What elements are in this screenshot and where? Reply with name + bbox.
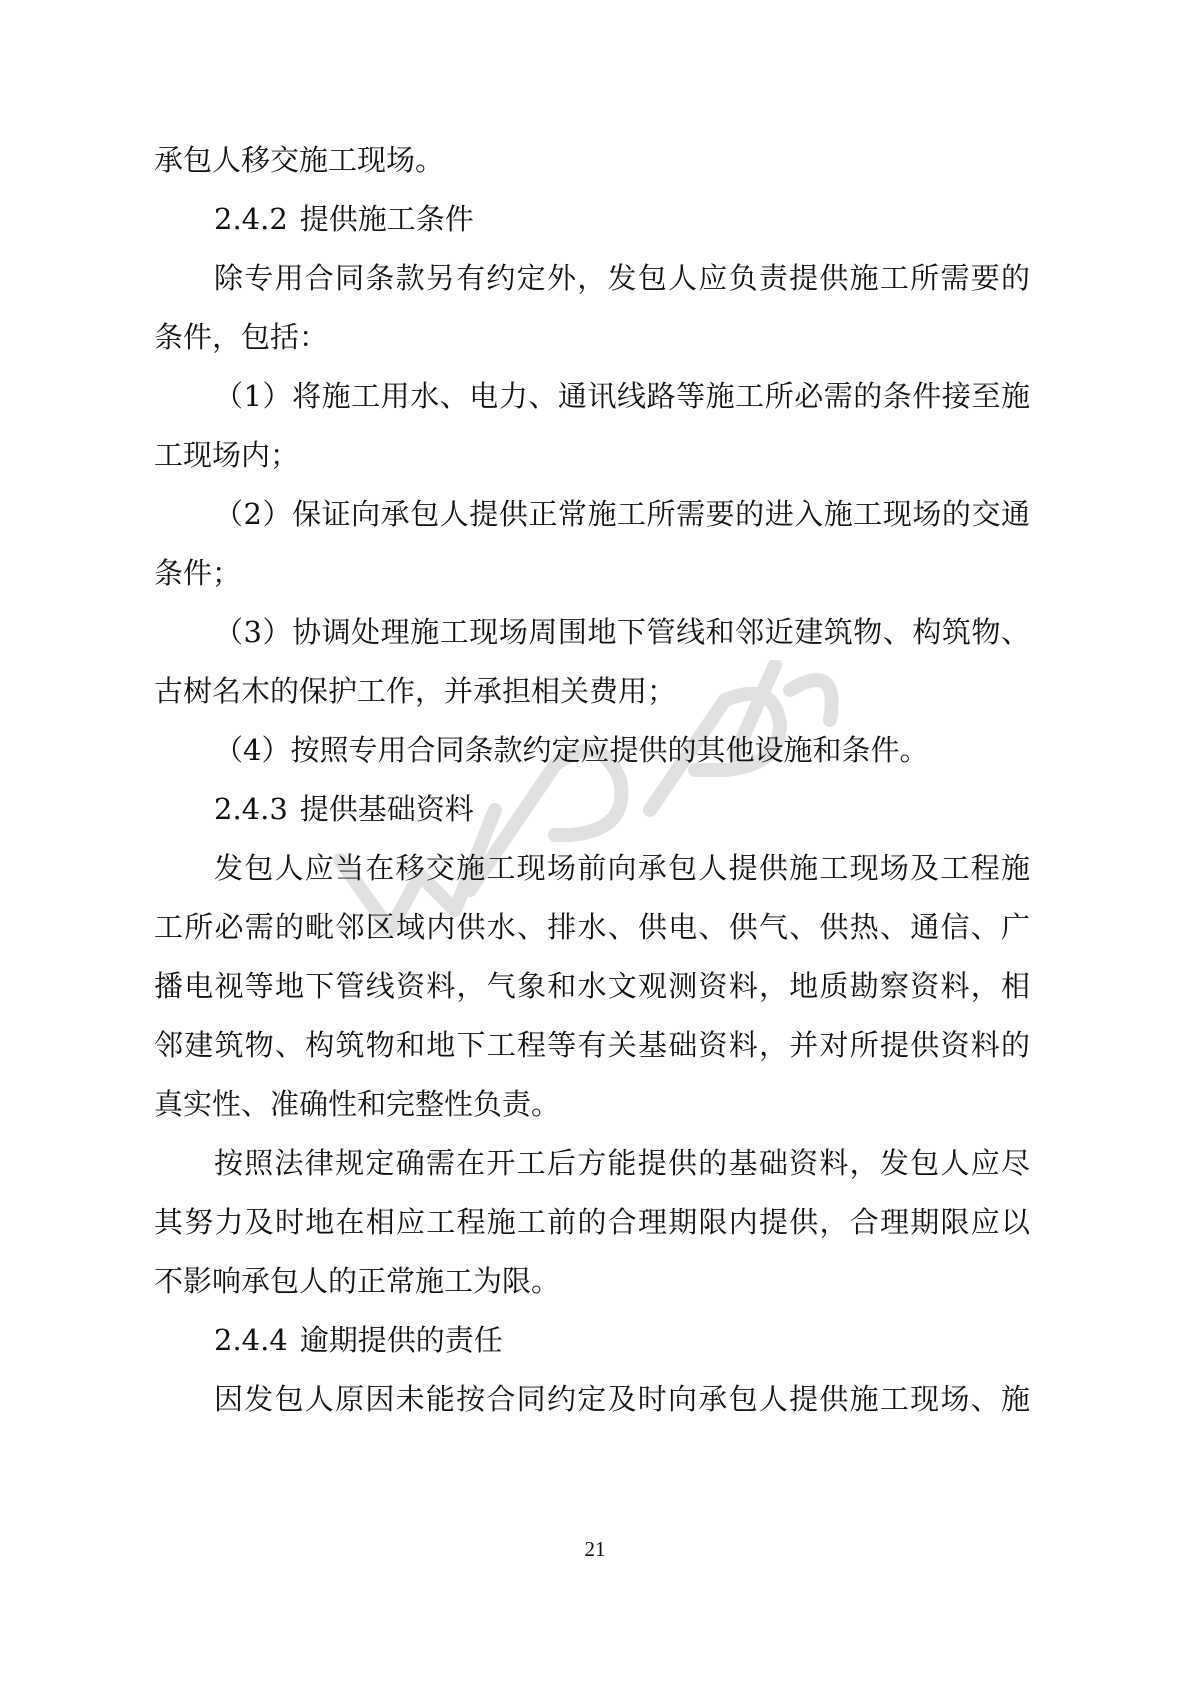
section-heading	[0, 791, 1190, 827]
text-line	[0, 555, 1190, 591]
line-text: 工所必需的毗邻区域内供水、排水、供电、供气、供热、通信、广	[154, 910, 1030, 944]
line-text: 其努力及时地在相应工程施工前的合理期限内提供，合理期限应以	[154, 1205, 1030, 1239]
text-line	[0, 1145, 1190, 1181]
text-line	[0, 142, 1190, 178]
line-text: 条件；	[154, 556, 242, 590]
line-text: 古树名木的保护工作，并承担相关费用；	[154, 674, 677, 708]
section-number: 2.4.3	[214, 792, 288, 826]
text-line	[0, 614, 1190, 650]
text-line	[0, 260, 1190, 296]
section-title: 逾期提供的责任	[299, 1323, 503, 1357]
text-line	[0, 378, 1190, 414]
line-text: 邻建筑物、构筑物和地下工程等有关基础资料，并对所提供资料的	[154, 1028, 1030, 1062]
section-heading	[0, 201, 1190, 237]
text-line	[0, 496, 1190, 532]
text-line	[0, 1263, 1190, 1299]
section-heading	[0, 1322, 1190, 1358]
line-text: 条件，包括：	[154, 320, 329, 354]
line-text: （2）保证向承包人提供正常施工所需要的进入施工现场的交通	[214, 497, 1030, 531]
text-line	[0, 732, 1190, 768]
line-text: 工现场内；	[154, 438, 300, 472]
line-text: 按照法律规定确需在开工后方能提供的基础资料，发包人应尽	[214, 1146, 1030, 1180]
line-text: 播电视等地下管线资料，气象和水文观测资料，地质勘察资料，相	[154, 969, 1030, 1003]
text-line	[0, 1204, 1190, 1240]
line-text: 不影响承包人的正常施工为限。	[154, 1264, 561, 1298]
section-title: 提供施工条件	[299, 202, 474, 236]
text-line	[0, 1086, 1190, 1122]
text-line	[0, 437, 1190, 473]
line-text: 发包人应当在移交施工现场前向承包人提供施工现场及工程施	[214, 851, 1030, 885]
text-line	[0, 968, 1190, 1004]
text-line	[0, 1381, 1190, 1417]
section-title: 提供基础资料	[299, 792, 474, 826]
line-text: （1）将施工用水、电力、通讯线路等施工所必需的条件接至施	[214, 379, 1030, 413]
text-line	[0, 850, 1190, 886]
line-text: （4）按照专用合同条款约定应提供的其他设施和条件。	[214, 733, 929, 767]
line-text: 承包人移交施工现场。	[154, 143, 445, 177]
line-text: 真实性、准确性和完整性负责。	[154, 1087, 561, 1121]
line-text: 除专用合同条款另有约定外，发包人应负责提供施工所需要的	[214, 261, 1030, 295]
text-line	[0, 319, 1190, 355]
section-number: 2.4.2	[214, 202, 288, 236]
line-text: 因发包人原因未能按合同约定及时向承包人提供施工现场、施	[214, 1382, 1030, 1416]
line-text: （3）协调处理施工现场周围地下管线和邻近建筑物、构筑物、	[214, 615, 1030, 649]
section-number: 2.4.4	[214, 1323, 288, 1357]
text-line	[0, 673, 1190, 709]
text-line	[0, 909, 1190, 945]
page-number: 21	[584, 1537, 606, 1561]
text-line	[0, 1027, 1190, 1063]
